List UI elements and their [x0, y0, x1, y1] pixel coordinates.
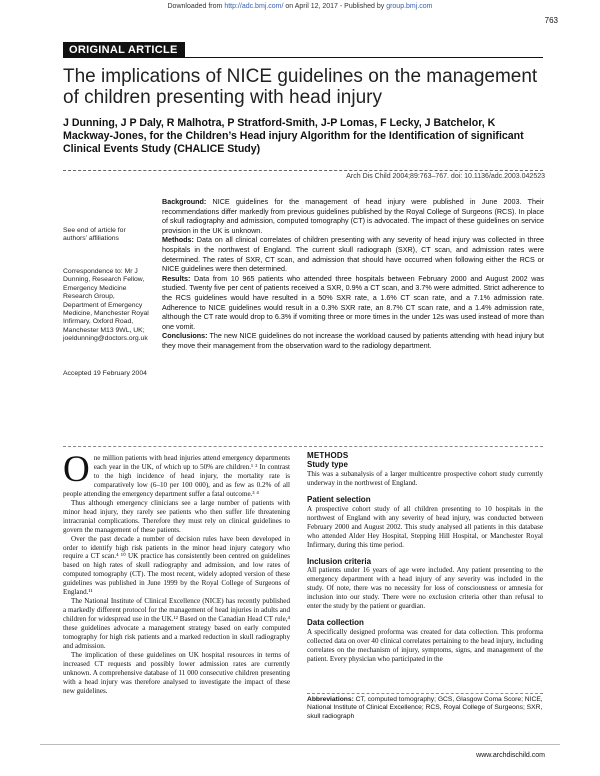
study-type-heading: Study type: [307, 459, 348, 469]
affiliations-note: See end of article for authors’ affiliations: [63, 227, 126, 243]
group-link[interactable]: group.bmj.com: [386, 3, 433, 10]
conclusions-label: Conclusions:: [162, 331, 208, 341]
body-paragraph: The implication of these guidelines on UK hospital resources in terms of increased CT requests and possibly lower admission rates are currently unknown. A comprehensive database of 11 000 consecutive children presenting with a head injury was therefore analysed to investigate the impact of these new guidelines.: [63, 650, 290, 695]
data-collection-heading: Data collection: [307, 618, 364, 628]
results-label: Results:: [162, 273, 191, 283]
abstract-conclusions: [162, 331, 544, 350]
author-divider: [63, 170, 543, 171]
patient-selection-text: A prospective cohort study of all children presenting to 10 hospitals in the northwest of England with any severity of head injury, was conducted between February 2000 and August 2002. This study analysed all patients in this database who attended Alder Hey Hospital, Stepping Hill Hospital, or Manchester Royal Infirmary, during this time period.: [307, 504, 543, 549]
methods-text: Data on all clinical correlates of children presenting with any severity of head injury was collected in three hospitals in the northwest of England. The current skull radiograph (SXR), CT scan, and admission rates were determined. The rates of SXR, CT scan, and admission that should have occurred when following either the RCS or NICE guidelines were then determined.: [162, 235, 544, 274]
author-list: J Dunning, J P Daly, R Malhotra, P Stratford-Smith, J-P Lomas, F Lecky, J Batchelor, K Mackway-Jones, for the Children’s Head injury Algorithm for the Identification of significant Clinical Events Study (CHALICE Study): [63, 117, 524, 155]
inclusion-text: All patients under 16 years of age were included. Any patient presenting to the emergency department with a head injury of any severity was included in the study. Of note, there was no necessity for loss of consciousness or amnesia for inclusion into our study. There were no exclusion criteria other than refusal to enter the study by the patient or guardian.: [307, 566, 543, 611]
abbreviations-divider: [307, 693, 543, 694]
abstract-results: [162, 274, 544, 332]
abbreviations-text: CT, computed tomography; GCS, Glasgow Coma Score; NICE, National Institute of Clinical Excellence; RCS, Royal College of Surgeons; SXR, skull radiograph: [307, 696, 543, 720]
intro-paragraph: [63, 449, 290, 499]
methods-heading: METHODS: [307, 451, 349, 460]
right-column: [307, 452, 543, 664]
download-text-mid: on April 12, 2017 - Published by: [283, 3, 387, 10]
body-paragraph: Over the past decade a number of decision rules have been developed in order to identify high risk patients in the minor head injury category who require a CT scan.⁴ ¹⁰ UK practice has consistently been centred on guidelines based on high rates of skull radiography and admission, and low rates of computed tomography (CT). The most recent, widely adopted version of these guidelines was published in June 1999 by the Royal College of Surgeons of England.¹¹: [63, 534, 290, 597]
abstract-methods: [162, 235, 544, 273]
body-divider: [63, 446, 543, 447]
drop-cap: O: [63, 449, 90, 490]
abstract: [162, 197, 544, 351]
body-paragraph: The National Institute of Clinical Excellence (NICE) has recently published a markedly different protocol for the management of head injuries in adults and children for widespread use in the UK.¹² Based on the Canadian Head CT rule,⁴ these guidelines advocate a management strategy based on early computed tomography for high risk patients and a marked reduction in skull radiography and admission.: [63, 597, 290, 651]
conclusions-text: The new NICE guidelines do not increase the workload caused by patients attending with head injury but they move their management from the observation ward to the radiology department.: [162, 331, 544, 350]
section-tag: ORIGINAL ARTICLE: [63, 42, 185, 58]
adc-link[interactable]: http://adc.bmj.com/: [224, 3, 284, 10]
correspondence-note: Correspondence to: Mr J Dunning, Research Fellow, Emergency Medicine Research Group, Department of Emergency Medicine, Manchester Royal Infirmary, Oxford Road, Manchester M13 9WL, UK; joeldunning@doctors.org.uk: [63, 268, 149, 343]
article-title: The implications of NICE guidelines on the management of children presenting with head injury: [63, 66, 538, 108]
footer-divider: [40, 744, 560, 745]
page-number: 763: [544, 16, 558, 25]
accepted-date: Accepted 19 February 2004: [63, 370, 147, 377]
background-label: Background:: [162, 197, 207, 206]
methods-label: Methods:: [162, 235, 194, 245]
abstract-background: [162, 197, 544, 235]
section-rule: [63, 57, 543, 58]
download-notice: [0, 3, 600, 10]
data-collection-text: A specifically designed proforma was created for data collection. This proforma collected data on over 40 clinical correlates pertaining to the head injury, including correlates on the mechanism of injury, symptoms, signs, and management of the patient. Every physician who participated in the: [307, 628, 543, 664]
abbreviations: [307, 696, 543, 721]
paragraph-text: ne million patients with head injuries attend emergency departments each year in the UK, of which up to 50% are children.¹ ² In contrast to the high incidence of head injury, the mortality rate is comparatively low (6–10 per 100 000), and as few as 0.2% of all people attending the emergency department suffer a fatal outcome.³ ⁴: [63, 454, 290, 498]
journal-url: www.archdischild.com: [476, 752, 545, 759]
download-text: Downloaded from: [167, 3, 225, 10]
left-column: [63, 449, 290, 696]
inclusion-heading: Inclusion criteria: [307, 556, 372, 566]
abbreviations-label: Abbreviations:: [307, 696, 354, 703]
body-paragraph: Thus although emergency clinicians see a large number of patients with minor head injury, they rarely see patients who then suffer life threatening intracranial complications. Therefore they must rely on clinical guidelines to govern the management of these patients.: [63, 498, 290, 534]
background-text: NICE guidelines for the management of head injury were published in June 2003. Their recommendations differ markedly from previous guidelines published by the Royal College of Surgeons (RCS). In place of skull radiography and admission, computed tomography (CT) is advocated. The impact of these guidelines on service provision in the UK is unknown.: [162, 197, 544, 235]
study-type-text: This was a subanalysis of a larger multicentre prospective cohort study currently underway in the northwest of England.: [307, 469, 543, 487]
citation: Arch Dis Child 2004;89:763–767. doi: 10.1136/adc.2003.042523: [346, 173, 545, 180]
results-text: Data from 10 965 patients who attended three hospitals between February 2000 and August 2002 was studied. Twenty five per cent of patients received a SXR, 0.9% a CT scan, and 3.7% were admitted. Strict adherence to the RCS guidelines would have resulted in a 50% SXR rate, a 1.6% CT scan rate, and a 7.1% admission rate. Adherence to NICE guidelines would result in a 0.3% SXR rate, an 8.7% CT scan rate, and a 1.4% admission rate, although the CT rate would drop to 6.3% if vomiting three or more times in the under 12s was used instead of more than one vomit.: [162, 273, 544, 331]
patient-selection-heading: Patient selection: [307, 494, 371, 504]
